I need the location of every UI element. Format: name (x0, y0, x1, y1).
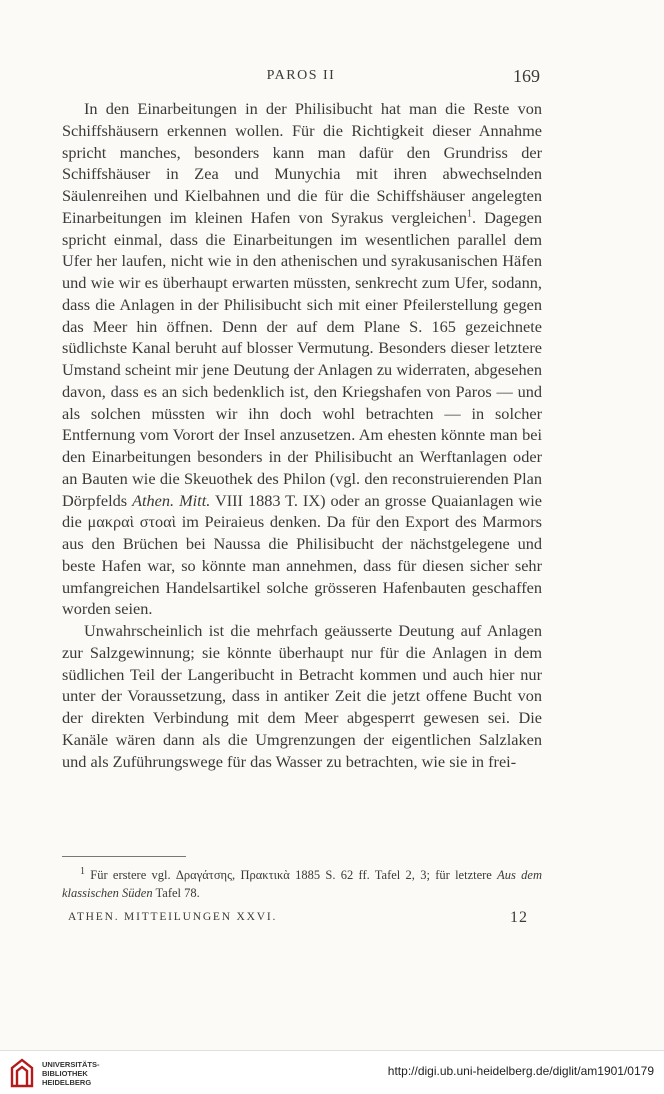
footnote-divider (62, 856, 186, 857)
paragraph-2: Unwahrscheinlich ist die mehrfach geäusserte Deutung auf Anlagen zur Salzgewinnung; sie könnte überhaupt nur für die Anlagen in dem südlichen Teil der Langeribucht in Betracht kommen und auch hier nur unter der Voraussetzung, dass in antiker Zeit die jetzt offene Bucht von der direkten Verbindung mit dem Meer abgesperrt gewesen sei. Die Kanäle wären dann als die Umgrenzungen der eigentlichen Salzlaken und als Zuführungswege für das Wasser zu betrachten, wie sie in frei- (62, 621, 542, 771)
paragraph-1-text-c: VIII 1883 T. IX) oder an grosse Quaianlagen wie die (62, 490, 543, 532)
footnote (62, 866, 542, 902)
signature-line (62, 909, 540, 929)
institution-line-2: BIBLIOTHEK (42, 1069, 88, 1078)
paragraph-1-text-b: . Dagegen spricht einmal, dass die Einarbeitungen im wesentlichen parallel dem Ufer her laufen, nicht wie in den athenischen und syrakusanischen Häfen und wie wir es überhaupt erwarten müssten, senkrecht zum Ufer, sodann, dass die Anlagen in der Philisibucht sich mit einer Pfeilerstellung gegen das Meer hin öffnen. Denn der auf dem Plane S. 165 gezeichnete südlichste Kanal beruht auf blosser Vermutung. Besonders dieser letztere Umstand scheint mir jene Deutung der Anlagen zu widerraten, abgesehen davon, dass es an sich bedenklich ist, den Kriegshafen von Paros — und als solchen müssten wir ihn doch wohl betrachten — in solcher Entfernung vom Vorort der Insel anzusetzen. Am ehesten könnte man bei den Einarbeitungen besonders in der Philisibucht an Werftanlagen oder an Bauten wie die Skeuothek des Philon (vgl. den reconstruierenden Plan Dörpfelds (62, 207, 543, 510)
paragraph-1 (62, 98, 542, 620)
library-logo-icon[interactable] (8, 1058, 36, 1088)
bottom-bar (0, 1050, 664, 1094)
body-text (62, 98, 542, 772)
signature-text: ATHEN. MITTEILUNGEN XXVI. (68, 911, 278, 923)
running-head (62, 66, 540, 90)
paragraph-1-text-d: im Peiraieus denken. Da für den Export des Marmors aus den Brüchen bei Naussa die Philisibucht der nächstgelegene und beste Hafen war, so könnte man annehmen, dass für diesen sicher sehr umfangreichen Handelsartikel solche grösseren Hafenbauten geschaffen worden seien. (62, 512, 542, 619)
footnote-mark: 1 (80, 865, 85, 877)
institution-line-1: UNIVERSITÄTS- (42, 1060, 100, 1069)
institution-line-3: HEIDELBERG (42, 1078, 92, 1087)
page-number: 169 (513, 66, 540, 86)
signature-number: 12 (510, 909, 528, 926)
footnote-reference: 1 (467, 208, 473, 220)
footnote-text-b: Tafel 78. (152, 886, 200, 900)
source-url-link[interactable]: http://digi.ub.uni-heidelberg.de/diglit/am1901/0179 (387, 1064, 654, 1078)
footnote-italic-title: Aus dem klassischen Süden (62, 868, 542, 900)
journal-title: Athen. Mitt. (132, 490, 211, 510)
running-head-title: PAROS II (266, 68, 336, 83)
greek-phrase: μακραὶ στοαὶ (87, 512, 177, 532)
institution-name[interactable] (42, 1060, 122, 1087)
paragraph-1-text-a: In den Einarbeitungen in der Philisibucht hat man die Reste von Schiffshäusern erkennen wollen. Für die Richtigkeit dieser Annahme spricht manches, besonders kann man dafür den Grundriss der Schiffshäuser in Zea und Munychia mit ihren abwechselnden Säulenreihen und Kielbahnen und die für die Schiffshäuser angelegten Einarbeitungen im kleinen Hafen von Syrakus vergleichen (62, 99, 542, 227)
footnote-text-a: Für erstere vgl. Δραγάτσης, Πρακτικὰ 1885 S. 62 ff. Tafel 2, 3; für letztere (85, 868, 498, 882)
